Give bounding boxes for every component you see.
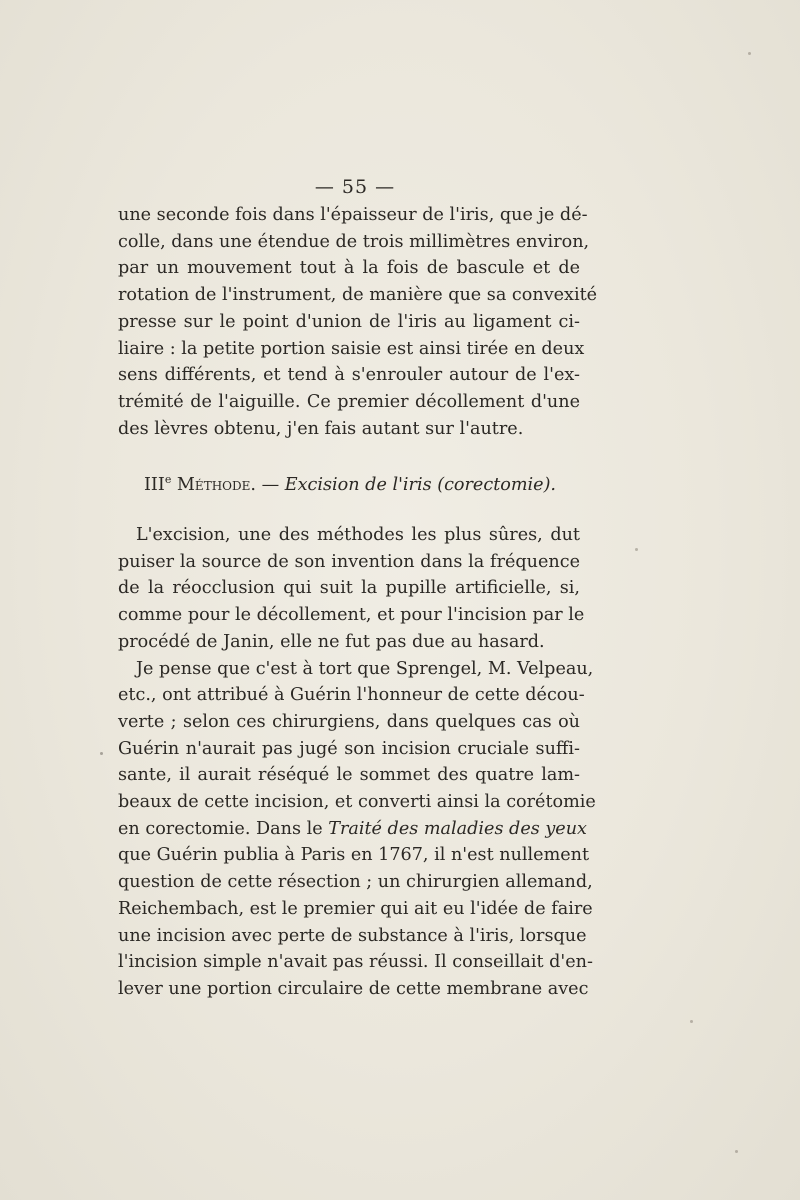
book-title: Traité des maladies des yeux: [328, 818, 587, 839]
paper-speck: [735, 1150, 738, 1153]
paper-speck: [690, 1020, 693, 1023]
paper-speck: [100, 752, 103, 755]
text-line: une seconde fois dans l'épaisseur de l'iris, que je dé-: [118, 205, 588, 225]
text-line: verte ; selon ces chirurgiens, dans quelques cas où: [118, 711, 580, 732]
text-line: Guérin n'aurait pas jugé son incision cruciale suffi-: [118, 738, 580, 759]
paper-speck: [748, 52, 751, 55]
text-line: L'excision, une des méthodes les plus sûres, dut: [136, 525, 580, 545]
text-line: sens différents, et tend à s'enrouler autour de l'ex-: [118, 365, 580, 386]
text-line: que Guérin publia à Paris en 1767, il n'est nullement: [118, 845, 590, 866]
text-line: sante, il aurait réséqué le sommet des quatre lam-: [118, 765, 580, 786]
heading-subtitle: (corectomie).: [431, 474, 557, 495]
text-line: beaux de cette incision, et converti ainsi la corétomie: [118, 792, 596, 813]
text-line: question de cette résection ; un chirurgien allemand,: [118, 872, 593, 893]
text-line: rotation de l'instrument, de manière que sa convexité: [118, 285, 598, 306]
text-line: une incision avec perte de substance à l'iris, lorsque: [118, 925, 587, 946]
text-line: par un mouvement tout à la fois de bascule et de: [118, 258, 580, 279]
paragraph-excision: [118, 522, 596, 1003]
text-line-with-title: [118, 816, 587, 843]
text-line: l'incision simple n'avait pas réussi. Il conseillait d'en-: [118, 952, 593, 973]
text-line: puiser la source de son invention dans la fréquence: [118, 551, 580, 572]
text-line: liaire : la petite portion saisie est ainsi tirée en deux: [118, 338, 585, 359]
heading-superscript: e: [164, 473, 172, 486]
paragraph-continuation: [118, 202, 598, 442]
text-line: Je pense que c'est à tort que Sprengel, M. Velpeau,: [136, 658, 594, 679]
page-number: — 55 —: [314, 176, 396, 198]
heading-title: Excision de l'iris: [284, 474, 432, 495]
heading-numeral: III: [143, 474, 165, 495]
text-line: etc., ont attribué à Guérin l'honneur de cette décou-: [118, 685, 585, 706]
text-line: presse sur le point d'union de l'iris au ligament ci-: [118, 311, 580, 332]
text-line: lever une portion circulaire de cette membrane avec: [118, 978, 589, 999]
heading-method: Méthode.: [176, 474, 256, 495]
text-line: comme pour le décollement, et pour l'incision par le: [118, 605, 585, 626]
paper-speck: [635, 548, 638, 551]
text-line: colle, dans une étendue de trois millimètres environ,: [118, 231, 590, 252]
text-fragment: en corectomie. Dans le: [118, 818, 323, 839]
section-heading: [0, 473, 700, 495]
text-line: Reichembach, est le premier qui ait eu l'idée de faire: [118, 898, 593, 919]
text-line: des lèvres obtenu, j'en fais autant sur l'autre.: [118, 418, 524, 439]
text-line: de la réocclusion qui suit la pupille artificielle, si,: [118, 578, 580, 599]
heading-dash: —: [255, 474, 285, 495]
text-line: procédé de Janin, elle ne fut pas due au hasard.: [118, 631, 545, 652]
text-line: trémité de l'aiguille. Ce premier décollement d'une: [118, 391, 580, 412]
